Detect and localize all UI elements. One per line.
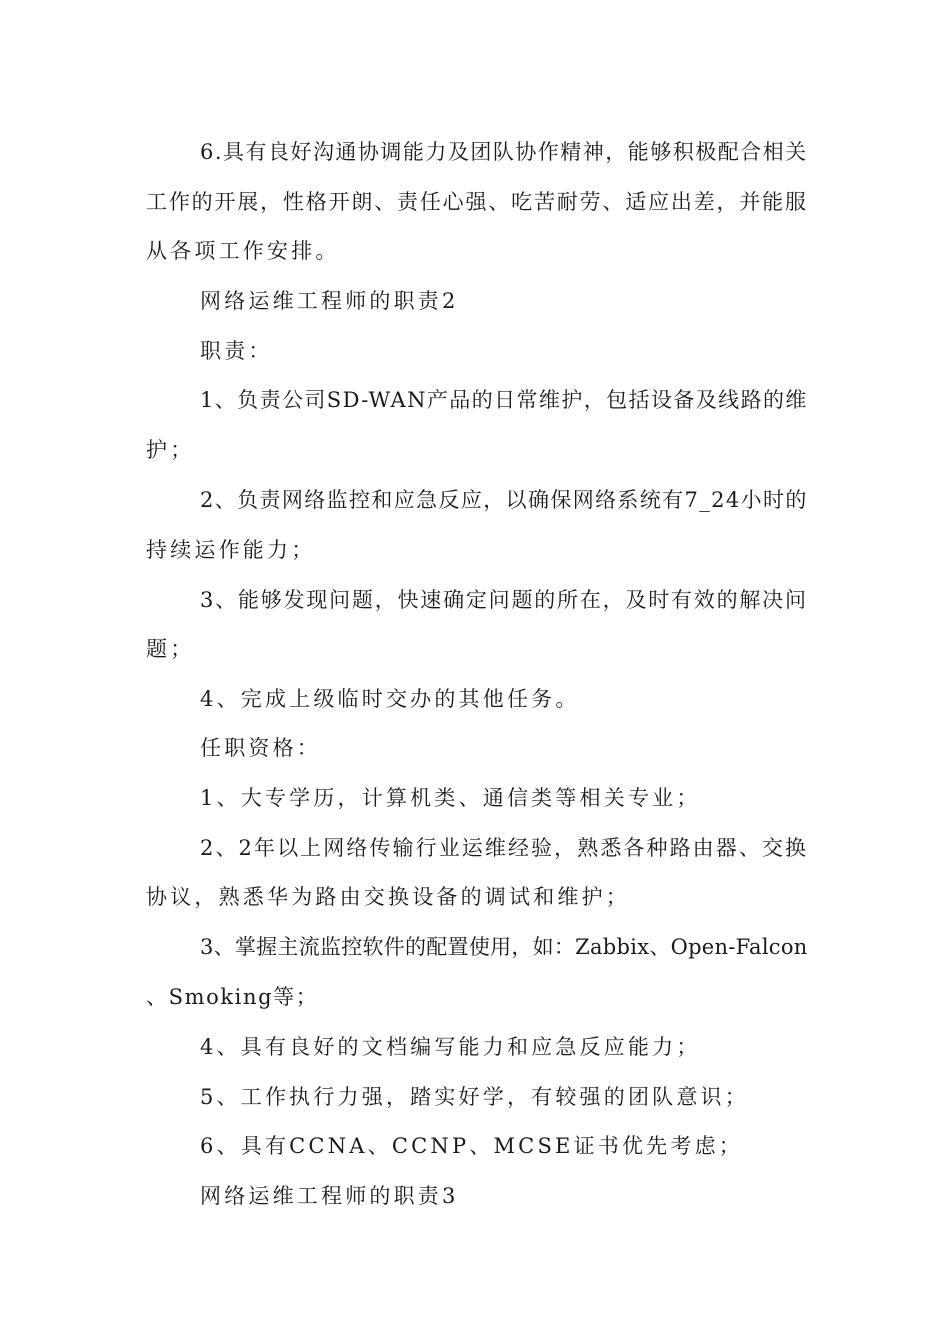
list-item: 1、负责公司SD-WAN产品的日常维护，包括设备及线路的维 <box>200 388 808 412</box>
list-item: 5、工作执行力强，踏实好学，有较强的团队意识； <box>200 1085 749 1109</box>
list-item: 3、能够发现问题，快速确定问题的所在，及时有效的解决问 <box>200 588 808 612</box>
list-item: 4、完成上级临时交办的其他任务。 <box>200 687 580 711</box>
list-item: 3、掌握主流监控软件的配置使用，如：Zabbix、Open-Falcon <box>200 935 808 959</box>
list-item: 4、具有良好的文档编写能力和应急反应能力； <box>200 1035 701 1059</box>
paragraph-line: 从各项工作安排。 <box>146 239 340 263</box>
list-item-continuation: 协议，熟悉华为路由交换设备的调试和维护； <box>146 885 630 909</box>
paragraph-line: 工作的开展，性格开朗、责任心强、吃苦耐劳、适应出差，并能服 <box>146 190 808 214</box>
list-item-continuation: 题； <box>146 637 195 661</box>
list-item: 1、大专学历，计算机类、通信类等相关专业； <box>200 786 701 810</box>
subheading-duties: 职责： <box>200 339 273 363</box>
subheading-qualifications: 任职资格： <box>200 736 321 760</box>
section-heading: 网络运维工程师的职责3 <box>200 1184 459 1208</box>
list-item-continuation: 、Smoking等； <box>146 985 319 1009</box>
list-item: 6、具有CCNA、CCNP、MCSE证书优先考虑； <box>200 1134 743 1158</box>
list-item-continuation: 护； <box>146 438 195 462</box>
list-item: 2、2年以上网络传输行业运维经验，熟悉各种路由器、交换 <box>200 836 809 860</box>
section-heading: 网络运维工程师的职责2 <box>200 289 459 313</box>
list-item: 2、负责网络监控和应急反应，以确保网络系统有7_24小时的 <box>200 488 808 512</box>
paragraph-line: 6.具有良好沟通协调能力及团队协作精神，能够积极配合相关 <box>200 140 808 164</box>
list-item-continuation: 持续运作能力； <box>146 538 316 562</box>
